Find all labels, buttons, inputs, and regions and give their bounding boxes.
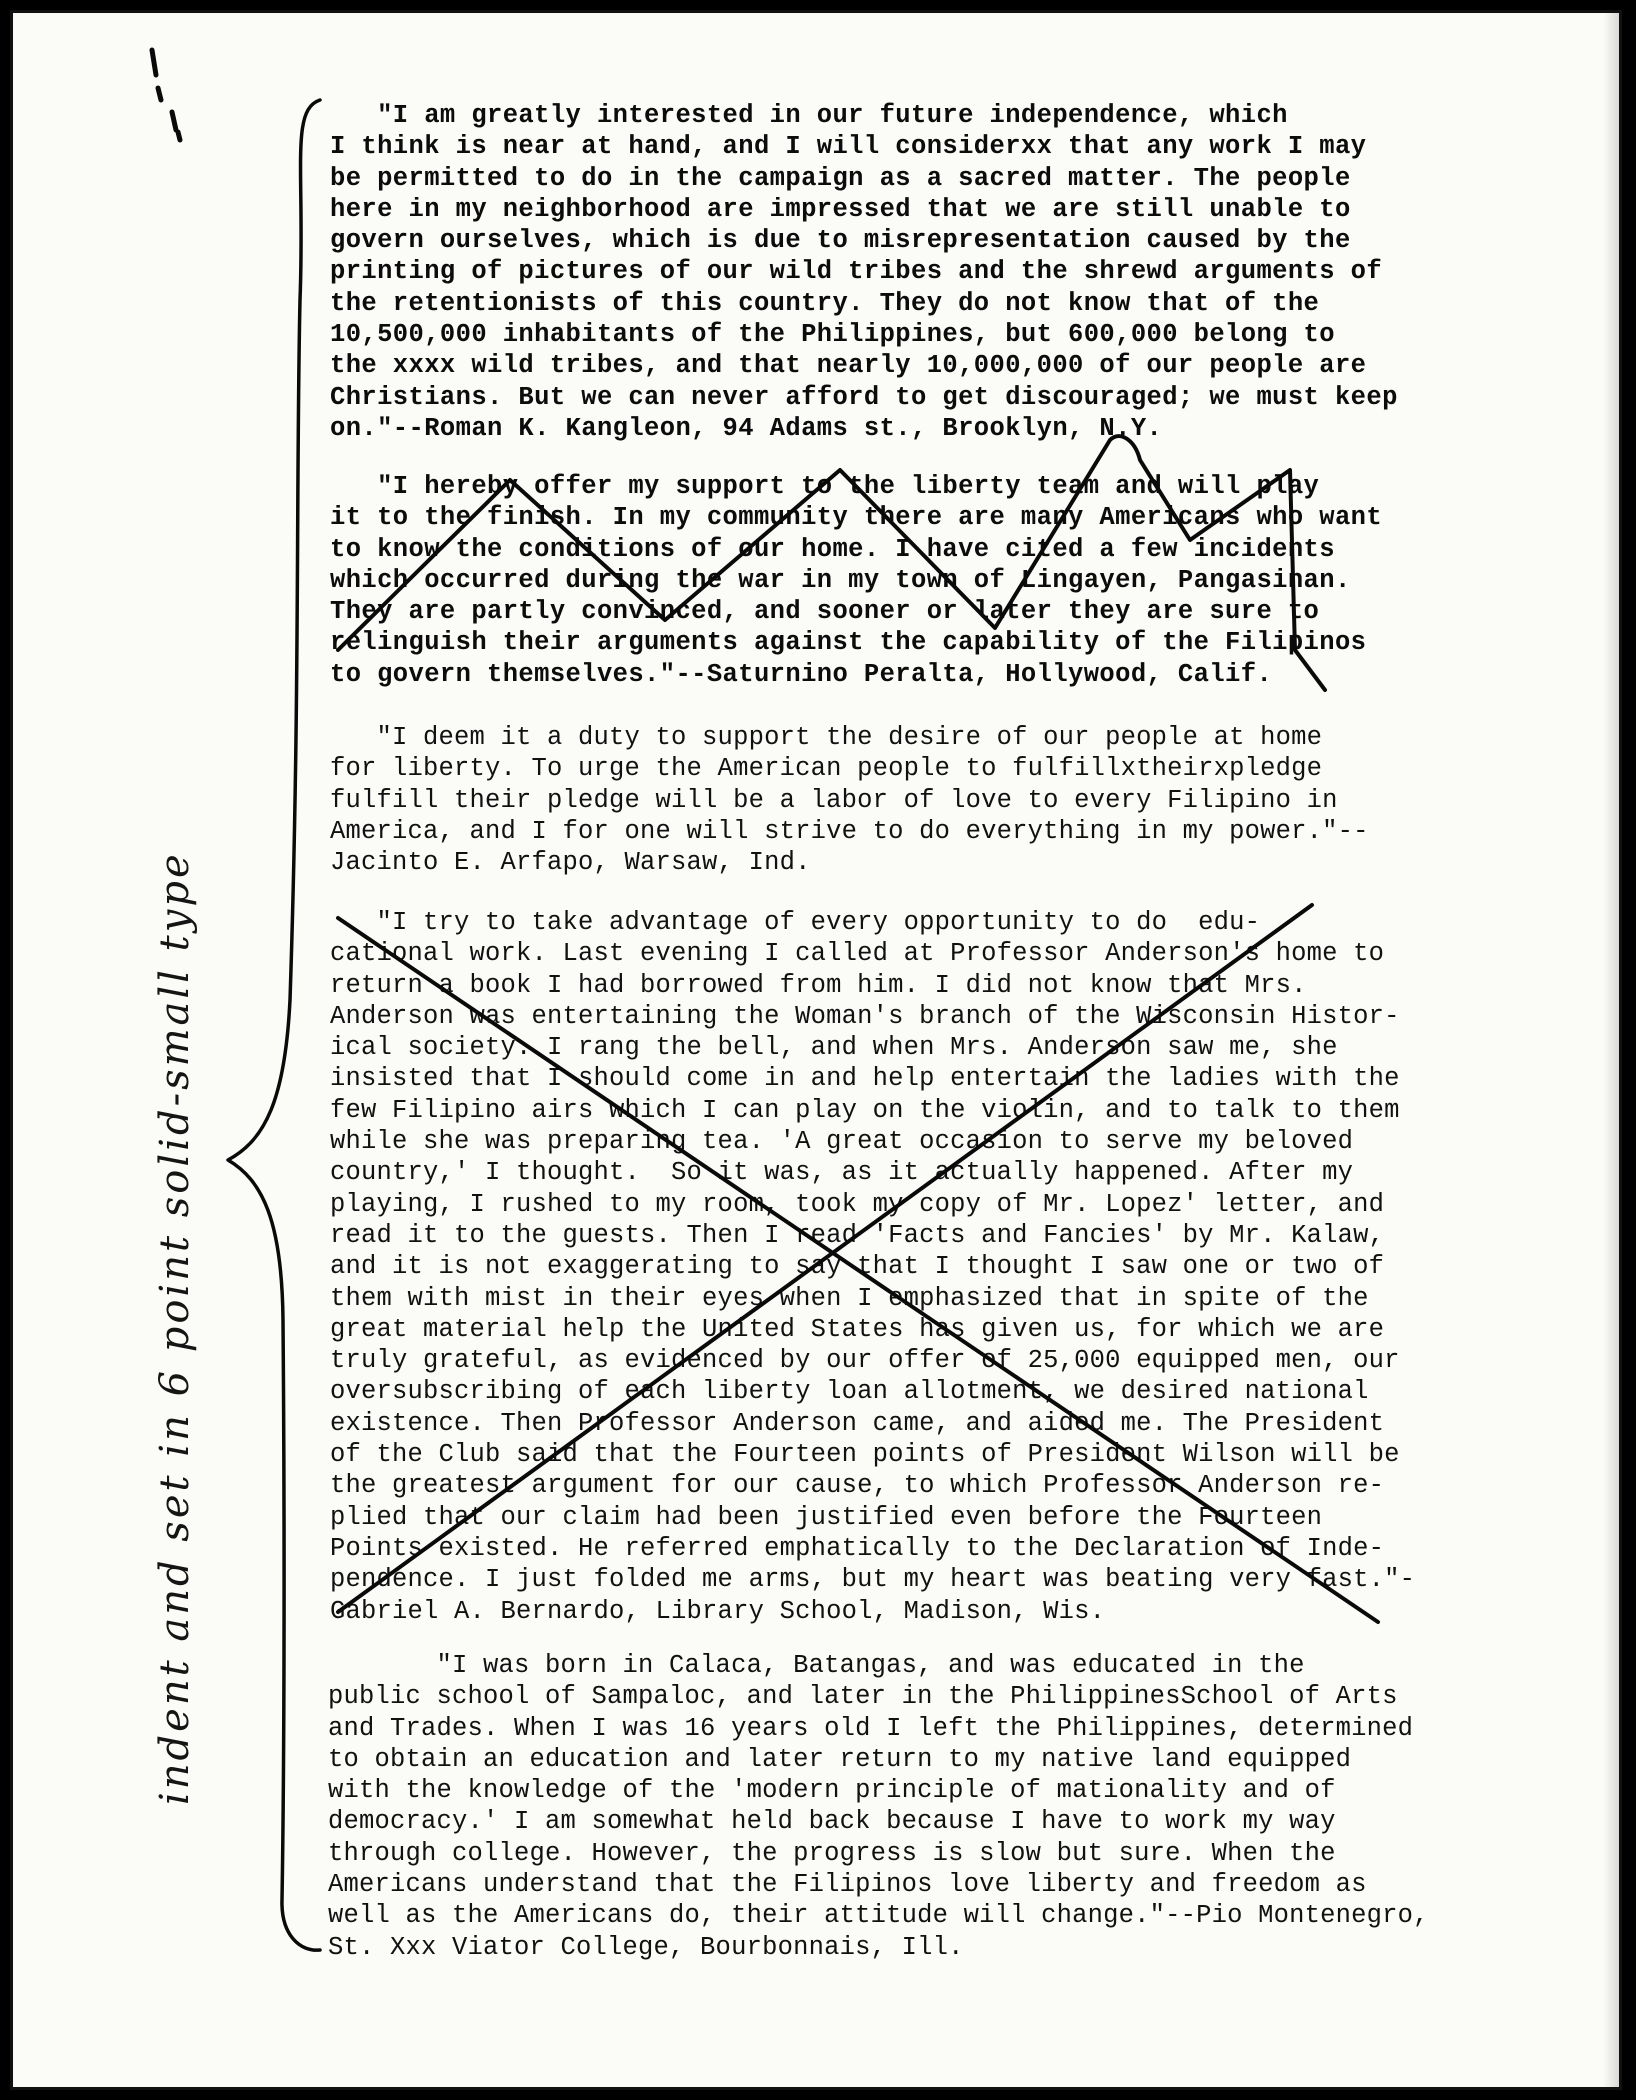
text-line: Americans understand that the Filipinos love liberty and freedom as (328, 1870, 1367, 1900)
text-line: read it to the guests. Then I read 'Facts and Fancies' by Mr. Kalaw, (330, 1220, 1385, 1250)
text-line: democracy.' I am somewhat held back because I have to work my way (328, 1807, 1336, 1837)
text-line: to obtain an education and later return to my native land equipped (328, 1744, 1352, 1774)
text-line: Gabriel A. Bernardo, Library School, Madison, Wis. (330, 1596, 1106, 1626)
text-line: St. Xxx Viator College, Bourbonnais, Ill. (328, 1932, 964, 1962)
text-line: govern ourselves, which is due to misrepresentation caused by the (330, 226, 1351, 256)
text-line: I think is near at hand, and I will considerxx that any work I may (330, 132, 1367, 162)
text-line: playing, I rushed to my room, took my copy of Mr. Lopez' letter, and (330, 1189, 1385, 1219)
text-line: insisted that I should come in and help entertain the ladies with the (330, 1064, 1400, 1094)
text-line: while she was preparing tea. 'A great occasion to serve my beloved (330, 1127, 1354, 1157)
text-line: them with mist in their eyes when I emphasized that in spite of the (330, 1283, 1369, 1313)
text-line: the greatest argument for our cause, to which Professor Anderson re- (330, 1471, 1385, 1501)
text-line: "I deem it a duty to support the desire of our people at home (330, 723, 1323, 752)
text-line: country,' I thought. So it was, as it actually happened. After my (330, 1158, 1354, 1188)
text-line: "I was born in Calaca, Batangas, and was educated in the (328, 1651, 1305, 1680)
text-line: of the Club said that the Fourteen points of President Wilson will be (330, 1440, 1400, 1470)
text-line: the retentionists of this country. They do not know that of the (330, 288, 1320, 318)
text-line: here in my neighborhood are impressed that we are still unable to (330, 194, 1351, 224)
text-line: and Trades. When I was 16 years old I left the Philippines, determined (328, 1713, 1414, 1743)
cross-out-line-2 (338, 905, 1312, 1612)
text-line: public school of Sampaloc, and later in the PhilippinesSchool of Arts (328, 1682, 1398, 1712)
text-line: truly grateful, as evidenced by our offer of 25,000 equipped men, our (330, 1346, 1400, 1376)
text-line: "I try to take advantage of every opportunity to do edu- (330, 908, 1261, 937)
text-line: well as the Americans do, their attitude will change."--Pio Montenegro, (328, 1901, 1429, 1931)
text-line: America, and I for one will strive to do everything in my power."-- (330, 816, 1369, 846)
text-line: and it is not exaggerating to say that I thought I saw one or two of (330, 1252, 1385, 1282)
text-line: it to the finish. In my community there are many Americans who want (330, 503, 1383, 533)
handwritten-margin-note: indent and set in 6 point solid-small type (152, 851, 198, 1805)
margin-brace (228, 100, 320, 1950)
text-line: cational work. Last evening I called at Professor Anderson's home to (330, 939, 1385, 969)
text-line: 10,500,000 inhabitants of the Philippines, but 600,000 belong to (330, 320, 1335, 350)
text-line: pendence. I just folded me arms, but my heart was beating very fast."- (330, 1565, 1416, 1595)
text-line: Christians. But we can never afford to get discouraged; we must keep (330, 382, 1398, 412)
text-line: Anderson was entertaining the Woman's branch of the Wisconsin Histor- (330, 1001, 1400, 1031)
text-line: Jacinto E. Arfapo, Warsaw, Ind. (330, 848, 811, 878)
text-line: fulfill their pledge will be a labor of love to every Filipino in (330, 785, 1338, 815)
text-line: plied that our claim had been justified even before the Fourteen (330, 1502, 1323, 1532)
text-line: be permitted to do in the campaign as a sacred matter. The people (330, 163, 1351, 193)
text-line: the xxxx wild tribes, and that nearly 10,000,000 of our people are (330, 351, 1367, 381)
text-line: "I hereby offer my support to the liberty team and will play (330, 472, 1320, 501)
text-line: "I am greatly interested in our future independence, which (330, 101, 1288, 130)
cross-out-line-1 (338, 918, 1378, 1622)
text-line: on."--Roman K. Kangleon, 94 Adams st., Brooklyn, N.Y. (330, 413, 1163, 443)
text-line: return a book I had borrowed from him. I did not know that Mrs. (330, 970, 1307, 1000)
text-line: through college. However, the progress is slow but sure. When the (328, 1838, 1336, 1868)
text-line: relinguish their arguments against the capability of the Filipinos (330, 628, 1367, 658)
text-line: Points existed. He referred emphatically to the Declaration of Inde- (330, 1533, 1385, 1563)
text-line: with the knowledge of the 'modern principle of mationality and of (328, 1776, 1336, 1806)
text-line: to know the conditions of our home. I have cited a few incidents (330, 534, 1335, 564)
text-line: few Filipino airs which I can play on the violin, and to talk to them (330, 1095, 1400, 1125)
text-line: printing of pictures of our wild tribes and the shrewd arguments of (330, 257, 1383, 287)
text-line: to govern themselves."--Saturnino Peralta, Hollywood, Calif. (330, 659, 1273, 689)
text-line: existence. Then Professor Anderson came, and aided me. The President (330, 1408, 1385, 1438)
text-line: which occurred during the war in my town of Lingayen, Pangasinan. (330, 565, 1351, 595)
text-line: for liberty. To urge the American people to fulfillxtheirxpledge (330, 754, 1323, 784)
text-line: They are partly convinced, and sooner or later they are sure to (330, 597, 1320, 627)
text-line: ical society. I rang the bell, and when Mrs. Anderson saw me, she (330, 1033, 1338, 1063)
text-line: oversubscribing of each liberty loan allotment, we desired national (330, 1377, 1369, 1407)
text-line: great material help the United States has given us, for which we are (330, 1314, 1385, 1344)
zigzag-strike-mark (338, 436, 1325, 690)
corner-pen-mark (152, 50, 180, 140)
